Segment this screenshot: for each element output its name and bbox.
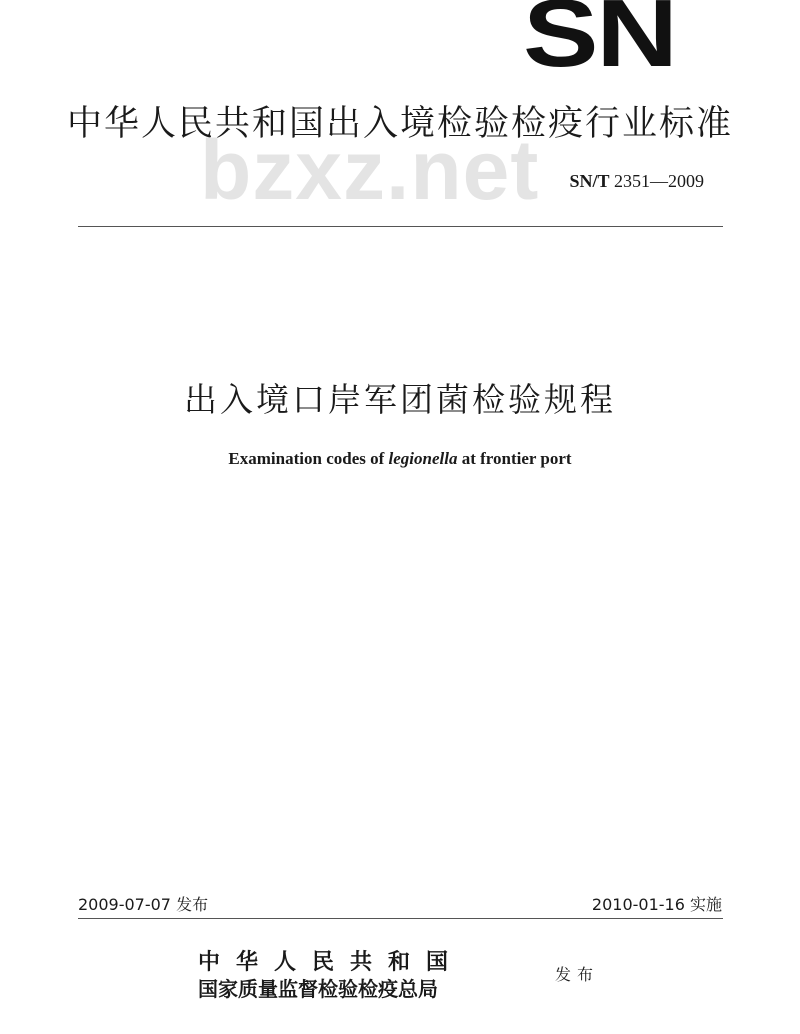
document-title: 出入境口岸军团菌检验规程 [184,380,616,419]
issue-date-value: 2009-07-07 [78,895,171,914]
issuer-line-2: 国家质量监督检验检疫总局 [198,977,438,1001]
effective-date-label: 实施 [689,895,722,914]
issuer [198,948,538,1002]
standard-code [569,171,704,192]
standard-code-prefix: SN/T [569,171,610,191]
sn-logo: SN [523,0,676,87]
document-subtitle [0,449,800,469]
subtitle-text-after: at frontier port [457,449,572,468]
subtitle-italic-term: legionella [388,449,458,468]
watermark: bzxz.net [200,123,540,217]
top-divider [78,226,723,227]
issuer-line-1: 中华人民共和国 [198,949,465,975]
bottom-divider [78,918,723,919]
effective-date-value: 2010-01-16 [591,895,685,914]
effective-date [592,892,722,915]
issue-date-label: 发布 [176,895,209,914]
standard-code-number: 2351—2009 [614,171,704,191]
subtitle-text-before: Examination codes of [228,449,389,468]
issue-date [78,892,208,915]
org-title: 中华人民共和国出入境检验检疫行业标准 [66,104,733,144]
publish-label: 发布 [555,965,600,984]
